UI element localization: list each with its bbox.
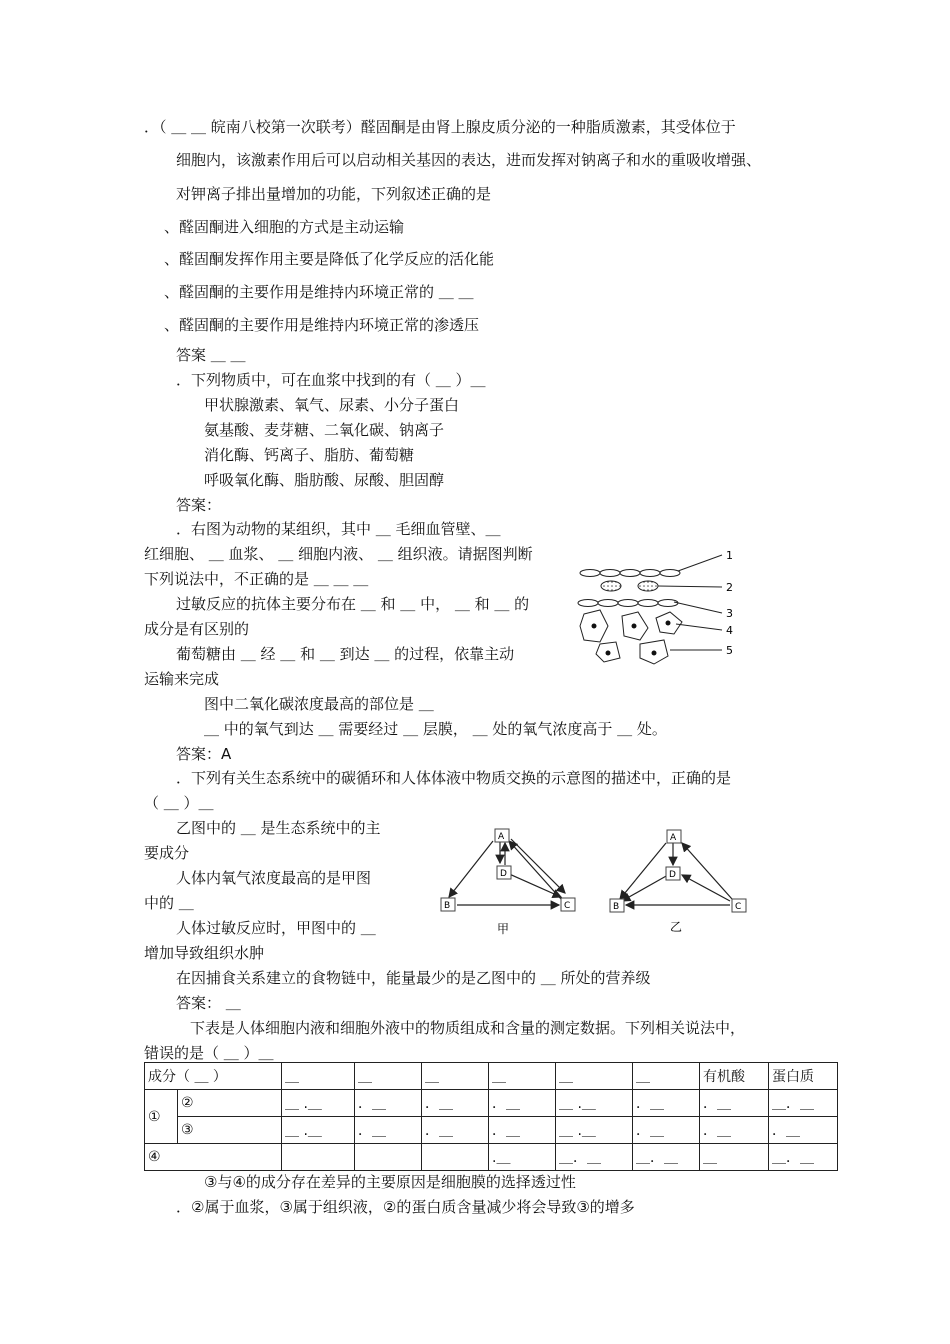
yi-node-b: B: [613, 902, 620, 912]
table-cell: ．＿: [355, 1090, 422, 1117]
header-cell: ＿: [422, 1063, 489, 1090]
table-cell: ④: [145, 1144, 282, 1171]
table-cell: ①: [145, 1090, 178, 1144]
header-cell: ＿: [489, 1063, 556, 1090]
table-cell: ＿: [700, 1144, 769, 1171]
capillary-wall-top: [580, 570, 680, 577]
header-cell: ＿: [633, 1063, 700, 1090]
yi-caption: 乙: [670, 920, 683, 934]
table-cell: ．＿: [422, 1090, 489, 1117]
q4-option-a-line-2: 要成分: [144, 844, 190, 862]
q4-option-d: 在因捕食关系建立的食物链中，能量最少的是乙图中的 ＿ 所处的营养级: [176, 969, 651, 987]
table-header-row: [145, 1063, 838, 1090]
q1-answer: 答案 ＿ ＿: [176, 346, 246, 364]
table-cell: ＿．＿: [556, 1144, 633, 1171]
jia-caption: 甲: [497, 922, 510, 936]
q1-stem-line-1: ．（ ＿ ＿ 皖南八校第一次联考）醛固酮是由肾上腺皮质分泌的一种脂质激素，其受体位于: [144, 118, 736, 136]
q2-stem: ．下列物质中，可在血浆中找到的有（ ＿ ）＿: [176, 371, 486, 389]
header-cell: ＿: [556, 1063, 633, 1090]
table-cell: [355, 1144, 422, 1171]
q5-stem-line-2: 错误的是（ ＿ ）＿: [144, 1044, 274, 1062]
q5-stem-line-1: 下表是人体细胞内液和细胞外液中的物质组成和含量的测定数据。下列相关说法中，: [190, 1019, 746, 1037]
tissue-cells: [580, 610, 682, 664]
q1-option-d: 、醛固酮的主要作用是维持内环境正常的渗透压: [164, 316, 480, 334]
q3-stem-line-2: 红细胞、 ＿ 血浆、 ＿ 细胞内液、 ＿ 组织液。请据图判断: [144, 545, 533, 563]
q2-option-c: 消化酶、钙离子、脂肪、葡萄糖: [204, 446, 415, 464]
q1-option-b: 、醛固酮发挥作用主要是降低了化学反应的活化能: [164, 250, 495, 268]
q5-option-a: ③与④的成分存在差异的主要原因是细胞膜的选择透过性: [204, 1173, 576, 1191]
jia-node-a: A: [498, 832, 505, 842]
q4-option-c-line-2: 增加导致组织水肿: [144, 944, 265, 962]
q4-option-c-line-1: 人体过敏反应时，甲图中的 ＿: [176, 919, 376, 937]
label-5: 5: [726, 644, 733, 657]
label-4: 4: [726, 624, 733, 637]
jia-node-d: D: [500, 869, 507, 879]
table-cell: [282, 1144, 355, 1171]
yi-node-c: C: [735, 902, 742, 912]
table-cell: ．＿: [489, 1090, 556, 1117]
table-row: [145, 1090, 838, 1117]
q3-option-b-line-2: 运输来完成: [144, 670, 220, 688]
q3-answer: 答案：A: [176, 745, 232, 763]
q3-option-d: ＿ 中的氧气到达 ＿ 需要经过 ＿ 层膜， ＿ 处的氧气浓度高于 ＿ 处。: [204, 720, 667, 738]
table-cell: ＿ .＿: [282, 1117, 355, 1144]
q4-stem-line-2: （ ＿ ）＿: [144, 794, 214, 812]
table-cell: ．＿: [489, 1117, 556, 1144]
q4-option-b-line-2: 中的 ＿: [144, 894, 194, 912]
header-cell: 蛋白质: [769, 1063, 838, 1090]
table-cell: ．＿: [769, 1117, 838, 1144]
jia-node-b: B: [444, 901, 451, 911]
q1-stem-line-2: 细胞内，该激素作用后可以启动相关基因的表达，进而发挥对钠离子和水的重吸收增强、: [176, 151, 762, 169]
tissue-figure: [570, 540, 770, 670]
table-cell: ＿．＿: [769, 1090, 838, 1117]
header-cell: ＿: [355, 1063, 422, 1090]
table-cell: ②: [178, 1090, 282, 1117]
red-blood-cells: [601, 581, 658, 591]
table-cell: ．＿: [633, 1117, 700, 1144]
q1-option-c: 、醛固酮的主要作用是维持内环境正常的 ＿ ＿: [164, 283, 474, 301]
header-cell: ＿: [282, 1063, 355, 1090]
table-cell: ＿ .＿: [282, 1090, 355, 1117]
table-cell: .＿: [489, 1144, 556, 1171]
table-cell: ．＿: [422, 1117, 489, 1144]
q4-option-b-line-1: 人体内氧气浓度最高的是甲图: [176, 869, 372, 887]
q3-option-a-line-2: 成分是有区别的: [144, 620, 250, 638]
table-row: [145, 1144, 838, 1171]
table-cell: ．＿: [700, 1117, 769, 1144]
table-cell: ＿ .＿: [556, 1117, 633, 1144]
q3-option-a-line-1: 过敏反应的抗体主要分布在 ＿ 和 ＿ 中， ＿ 和 ＿ 的: [176, 595, 530, 613]
table-cell: ．＿: [355, 1117, 422, 1144]
label-3: 3: [726, 607, 733, 620]
q4-stem-line-1: ．下列有关生态系统中的碳循环和人体体液中物质交换的示意图的描述中，正确的是: [176, 769, 732, 787]
diagram-jia: [435, 825, 585, 940]
table-cell: ．＿: [700, 1090, 769, 1117]
label-2: 2: [726, 581, 733, 594]
q3-stem-line-1: ．右图为动物的某组织，其中 ＿ 毛细血管壁、＿: [176, 520, 501, 538]
q5-option-b: ．②属于血浆，③属于组织液，②的蛋白质含量减少将会导致③的增多: [176, 1198, 635, 1216]
q2-option-a: 甲状腺激素、氧气、尿素、小分子蛋白: [204, 396, 460, 414]
table-cell: [422, 1144, 489, 1171]
q1-option-a: 、醛固酮进入细胞的方式是主动运输: [164, 218, 405, 236]
q4-answer: 答案： ＿: [176, 994, 241, 1012]
header-cell: 成分（ ＿ ）: [145, 1063, 282, 1090]
composition-table: [144, 1062, 838, 1171]
table-cell: ＿．＿: [633, 1144, 700, 1171]
table-cell: ③: [178, 1117, 282, 1144]
table-row: [145, 1117, 838, 1144]
table-cell: ＿．＿: [769, 1144, 838, 1171]
yi-node-d: D: [669, 870, 676, 880]
jia-node-c: C: [564, 901, 571, 911]
label-1: 1: [726, 549, 733, 562]
q3-option-c: 图中二氧化碳浓度最高的部位是 ＿: [204, 695, 434, 713]
header-cell: 有机酸: [700, 1063, 769, 1090]
q2-option-d: 呼吸氧化酶、脂肪酸、尿酸、胆固醇: [204, 471, 445, 489]
q2-option-b: 氨基酸、麦芽糖、二氧化碳、钠离子: [204, 421, 445, 439]
capillary-wall-bottom: [578, 600, 678, 607]
q1-stem-line-3: 对钾离子排出量增加的功能，下列叙述正确的是: [176, 185, 492, 203]
diagram-yi: [600, 825, 755, 940]
yi-node-a: A: [670, 833, 677, 843]
q4-option-a-line-1: 乙图中的 ＿ 是生态系统中的主: [176, 819, 381, 837]
table-cell: ＿ .＿: [556, 1090, 633, 1117]
q3-option-b-line-1: 葡萄糖由 ＿ 经 ＿ 和 ＿ 到达 ＿ 的过程，依靠主动: [176, 645, 515, 663]
table-cell: ．＿: [633, 1090, 700, 1117]
q2-answer: 答案：: [176, 496, 222, 514]
q3-stem-line-3: 下列说法中，不正确的是 ＿ ＿ ＿: [144, 570, 369, 588]
